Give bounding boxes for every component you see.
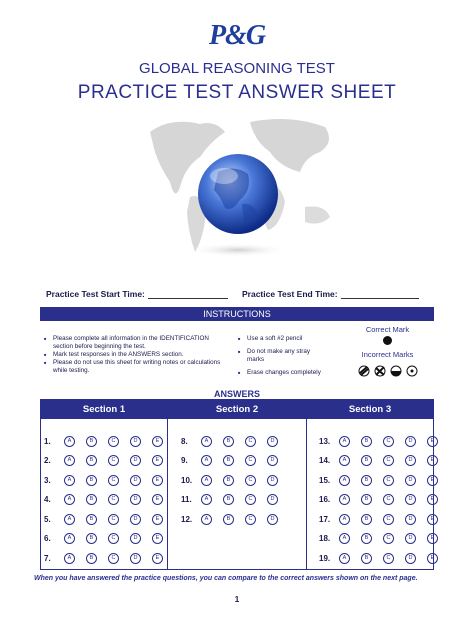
section-1-header: Section 1 — [41, 400, 167, 419]
answer-bubble[interactable]: A — [339, 553, 350, 564]
answer-bubble[interactable]: C — [108, 533, 119, 544]
answer-bubble[interactable]: D — [405, 455, 416, 466]
answer-bubble[interactable]: A — [64, 475, 75, 486]
answer-bubble[interactable]: B — [86, 455, 97, 466]
answer-bubble[interactable]: B — [86, 436, 97, 447]
question-row — [319, 454, 449, 468]
answer-bubble[interactable]: C — [383, 475, 394, 486]
question-row — [44, 512, 174, 526]
question-number: 19. — [319, 553, 331, 563]
answer-bubble[interactable]: D — [130, 553, 141, 564]
answer-bubble[interactable]: B — [223, 494, 234, 505]
answer-bubble[interactable]: C — [245, 494, 256, 505]
end-time-field[interactable] — [242, 289, 419, 299]
instructions-left-list — [44, 335, 224, 375]
test-subtitle: GLOBAL REASONING TEST — [139, 60, 335, 77]
question-row — [181, 493, 289, 507]
answer-bubble[interactable]: A — [201, 494, 212, 505]
answer-bubble[interactable]: E — [152, 553, 163, 564]
answer-bubble[interactable]: C — [108, 494, 119, 505]
answer-bubble[interactable]: B — [223, 475, 234, 486]
answer-bubble[interactable]: A — [64, 494, 75, 505]
answer-bubble[interactable]: A — [339, 455, 350, 466]
answer-bubble[interactable]: E — [427, 494, 438, 505]
answer-bubble[interactable]: B — [361, 436, 372, 447]
instruction-item: ■ Erase changes completely — [238, 369, 328, 377]
answer-bubble[interactable]: B — [86, 533, 97, 544]
question-row — [319, 551, 449, 565]
incorrect-marks-label: Incorrect Marks — [361, 350, 414, 359]
end-time-line[interactable] — [341, 289, 419, 299]
instructions-heading: INSTRUCTIONS — [40, 307, 434, 321]
answer-bubble[interactable]: D — [405, 494, 416, 505]
answers-grid — [40, 399, 434, 570]
answer-bubble[interactable]: A — [339, 533, 350, 544]
question-number: 4. — [44, 495, 51, 504]
answer-bubble[interactable]: D — [405, 475, 416, 486]
answer-bubble[interactable]: E — [152, 475, 163, 486]
question-number: 12. — [181, 514, 193, 524]
answer-bubble[interactable]: D — [130, 475, 141, 486]
answer-bubble[interactable]: B — [361, 533, 372, 544]
question-number: 9. — [181, 456, 188, 465]
question-row — [319, 512, 449, 526]
question-row — [44, 532, 174, 546]
answer-bubble[interactable]: C — [245, 436, 256, 447]
answer-bubble[interactable]: A — [64, 514, 75, 525]
answer-bubble[interactable]: A — [64, 553, 75, 564]
answer-bubble[interactable]: C — [245, 475, 256, 486]
answer-bubble[interactable]: E — [427, 553, 438, 564]
section-2-header: Section 2 — [168, 400, 306, 419]
answer-bubble[interactable]: A — [64, 455, 75, 466]
answer-bubble[interactable]: D — [130, 436, 141, 447]
answer-bubble[interactable]: B — [361, 553, 372, 564]
answer-bubble[interactable]: C — [108, 475, 119, 486]
answer-bubble[interactable]: C — [108, 553, 119, 564]
answer-bubble[interactable]: D — [267, 494, 278, 505]
question-row — [181, 454, 289, 468]
question-row — [181, 473, 289, 487]
question-row — [319, 493, 449, 507]
start-time-field[interactable] — [46, 289, 228, 299]
incorrect-marks-icon — [357, 364, 421, 378]
start-time-label: Practice Test Start Time: — [46, 289, 145, 299]
question-number: 10. — [181, 475, 193, 485]
question-row — [319, 532, 449, 546]
question-row — [44, 434, 174, 448]
answer-bubble[interactable]: C — [108, 436, 119, 447]
answer-bubble[interactable]: D — [267, 514, 278, 525]
answer-bubble[interactable]: C — [383, 553, 394, 564]
answer-bubble[interactable]: C — [245, 455, 256, 466]
start-time-line[interactable] — [148, 289, 228, 299]
answer-bubble[interactable]: D — [130, 455, 141, 466]
answer-bubble[interactable]: B — [86, 475, 97, 486]
question-number: 1. — [44, 436, 51, 446]
answer-bubble[interactable]: D — [130, 533, 141, 544]
answer-bubble[interactable]: C — [108, 514, 119, 525]
question-number: 14. — [319, 456, 331, 465]
question-number: 6. — [44, 534, 51, 543]
answer-bubble[interactable]: E — [152, 514, 163, 525]
answer-bubble[interactable]: C — [245, 514, 256, 525]
answer-bubble[interactable]: D — [267, 455, 278, 466]
instruction-item: ■ Please do not use this sheet for writing notes or calculations while testing. — [44, 359, 224, 375]
footer-note: When you have answered the practice questions, you can compare to the correct answers shown on the next page. — [34, 575, 418, 582]
answer-bubble[interactable]: B — [86, 494, 97, 505]
globe-illustration — [140, 112, 340, 262]
answer-bubble[interactable]: C — [383, 514, 394, 525]
question-number: 7. — [44, 553, 51, 563]
answer-bubble[interactable]: E — [427, 455, 438, 466]
answer-bubble[interactable]: D — [405, 436, 416, 447]
answer-bubble[interactable]: D — [405, 553, 416, 564]
answer-bubble[interactable]: C — [383, 455, 394, 466]
answer-bubble[interactable]: E — [427, 475, 438, 486]
answer-bubble[interactable]: D — [405, 533, 416, 544]
pg-logo: P&G — [208, 20, 266, 51]
answer-bubble[interactable]: D — [405, 514, 416, 525]
answer-bubble[interactable]: B — [223, 455, 234, 466]
answer-bubble[interactable]: B — [86, 514, 97, 525]
answer-bubble[interactable]: E — [152, 455, 163, 466]
question-row — [181, 512, 289, 526]
answer-bubble[interactable]: A — [201, 514, 212, 525]
question-row — [319, 473, 449, 487]
answer-bubble[interactable]: B — [361, 455, 372, 466]
answer-bubble[interactable]: A — [64, 533, 75, 544]
answer-bubble[interactable]: D — [130, 514, 141, 525]
answer-bubble[interactable]: C — [383, 436, 394, 447]
answer-bubble[interactable]: A — [339, 436, 350, 447]
answer-bubble[interactable]: E — [427, 533, 438, 544]
question-row — [44, 551, 174, 565]
answer-bubble[interactable]: C — [383, 494, 394, 505]
question-number: 11. — [181, 495, 192, 504]
instruction-item: ■ Please complete all information in the IDENTIFICATION section before beginning the test. — [44, 335, 224, 351]
question-number: 8. — [181, 436, 188, 446]
answer-bubble[interactable]: E — [427, 436, 438, 447]
question-number: 17. — [319, 514, 331, 524]
answer-bubble[interactable]: E — [427, 514, 438, 525]
instructions-right-list — [238, 335, 328, 377]
section-3-header: Section 3 — [307, 400, 433, 419]
question-number: 15. — [319, 475, 331, 485]
answer-bubble[interactable]: D — [130, 494, 141, 505]
page-title: PRACTICE TEST ANSWER SHEET — [77, 82, 397, 103]
answer-bubble[interactable]: A — [339, 514, 350, 525]
answer-bubble[interactable]: B — [223, 436, 234, 447]
answer-bubble[interactable]: A — [339, 494, 350, 505]
page-number: 1 — [234, 595, 240, 604]
answers-heading: ANSWERS — [213, 389, 260, 399]
section-divider — [306, 400, 307, 569]
answer-bubble[interactable]: D — [267, 436, 278, 447]
answer-bubble[interactable]: C — [383, 533, 394, 544]
answer-bubble[interactable]: E — [152, 494, 163, 505]
question-row — [44, 493, 174, 507]
correct-mark-icon — [383, 336, 392, 345]
question-number: 2. — [44, 456, 51, 465]
correct-mark-label: Correct Mark — [365, 325, 410, 334]
answer-bubble[interactable]: D — [267, 475, 278, 486]
question-number: 3. — [44, 475, 51, 485]
answer-bubble[interactable]: B — [361, 494, 372, 505]
answer-bubble[interactable]: A — [201, 475, 212, 486]
answer-bubble[interactable]: A — [201, 436, 212, 447]
answer-bubble[interactable]: A — [201, 455, 212, 466]
question-number: 16. — [319, 495, 331, 504]
answer-bubble[interactable]: E — [152, 533, 163, 544]
instruction-item: ■ Mark test responses in the ANSWERS section. — [44, 351, 224, 359]
answer-bubble[interactable]: B — [361, 514, 372, 525]
instruction-item: ■ Do not make any stray marks — [238, 348, 328, 364]
question-row — [319, 434, 449, 448]
answer-bubble[interactable]: B — [86, 553, 97, 564]
question-row — [44, 454, 174, 468]
end-time-label: Practice Test End Time: — [242, 289, 338, 299]
answer-bubble[interactable]: B — [361, 475, 372, 486]
question-number: 18. — [319, 534, 331, 543]
instruction-item: ■ Use a soft #2 pencil — [238, 335, 328, 343]
answer-bubble[interactable]: B — [223, 514, 234, 525]
answer-bubble[interactable]: A — [64, 436, 75, 447]
question-number: 5. — [44, 514, 51, 524]
answer-bubble[interactable]: C — [108, 455, 119, 466]
question-number: 13. — [319, 436, 331, 446]
answer-bubble[interactable]: A — [339, 475, 350, 486]
question-row — [181, 434, 289, 448]
answer-bubble[interactable]: E — [152, 436, 163, 447]
question-row — [44, 473, 174, 487]
